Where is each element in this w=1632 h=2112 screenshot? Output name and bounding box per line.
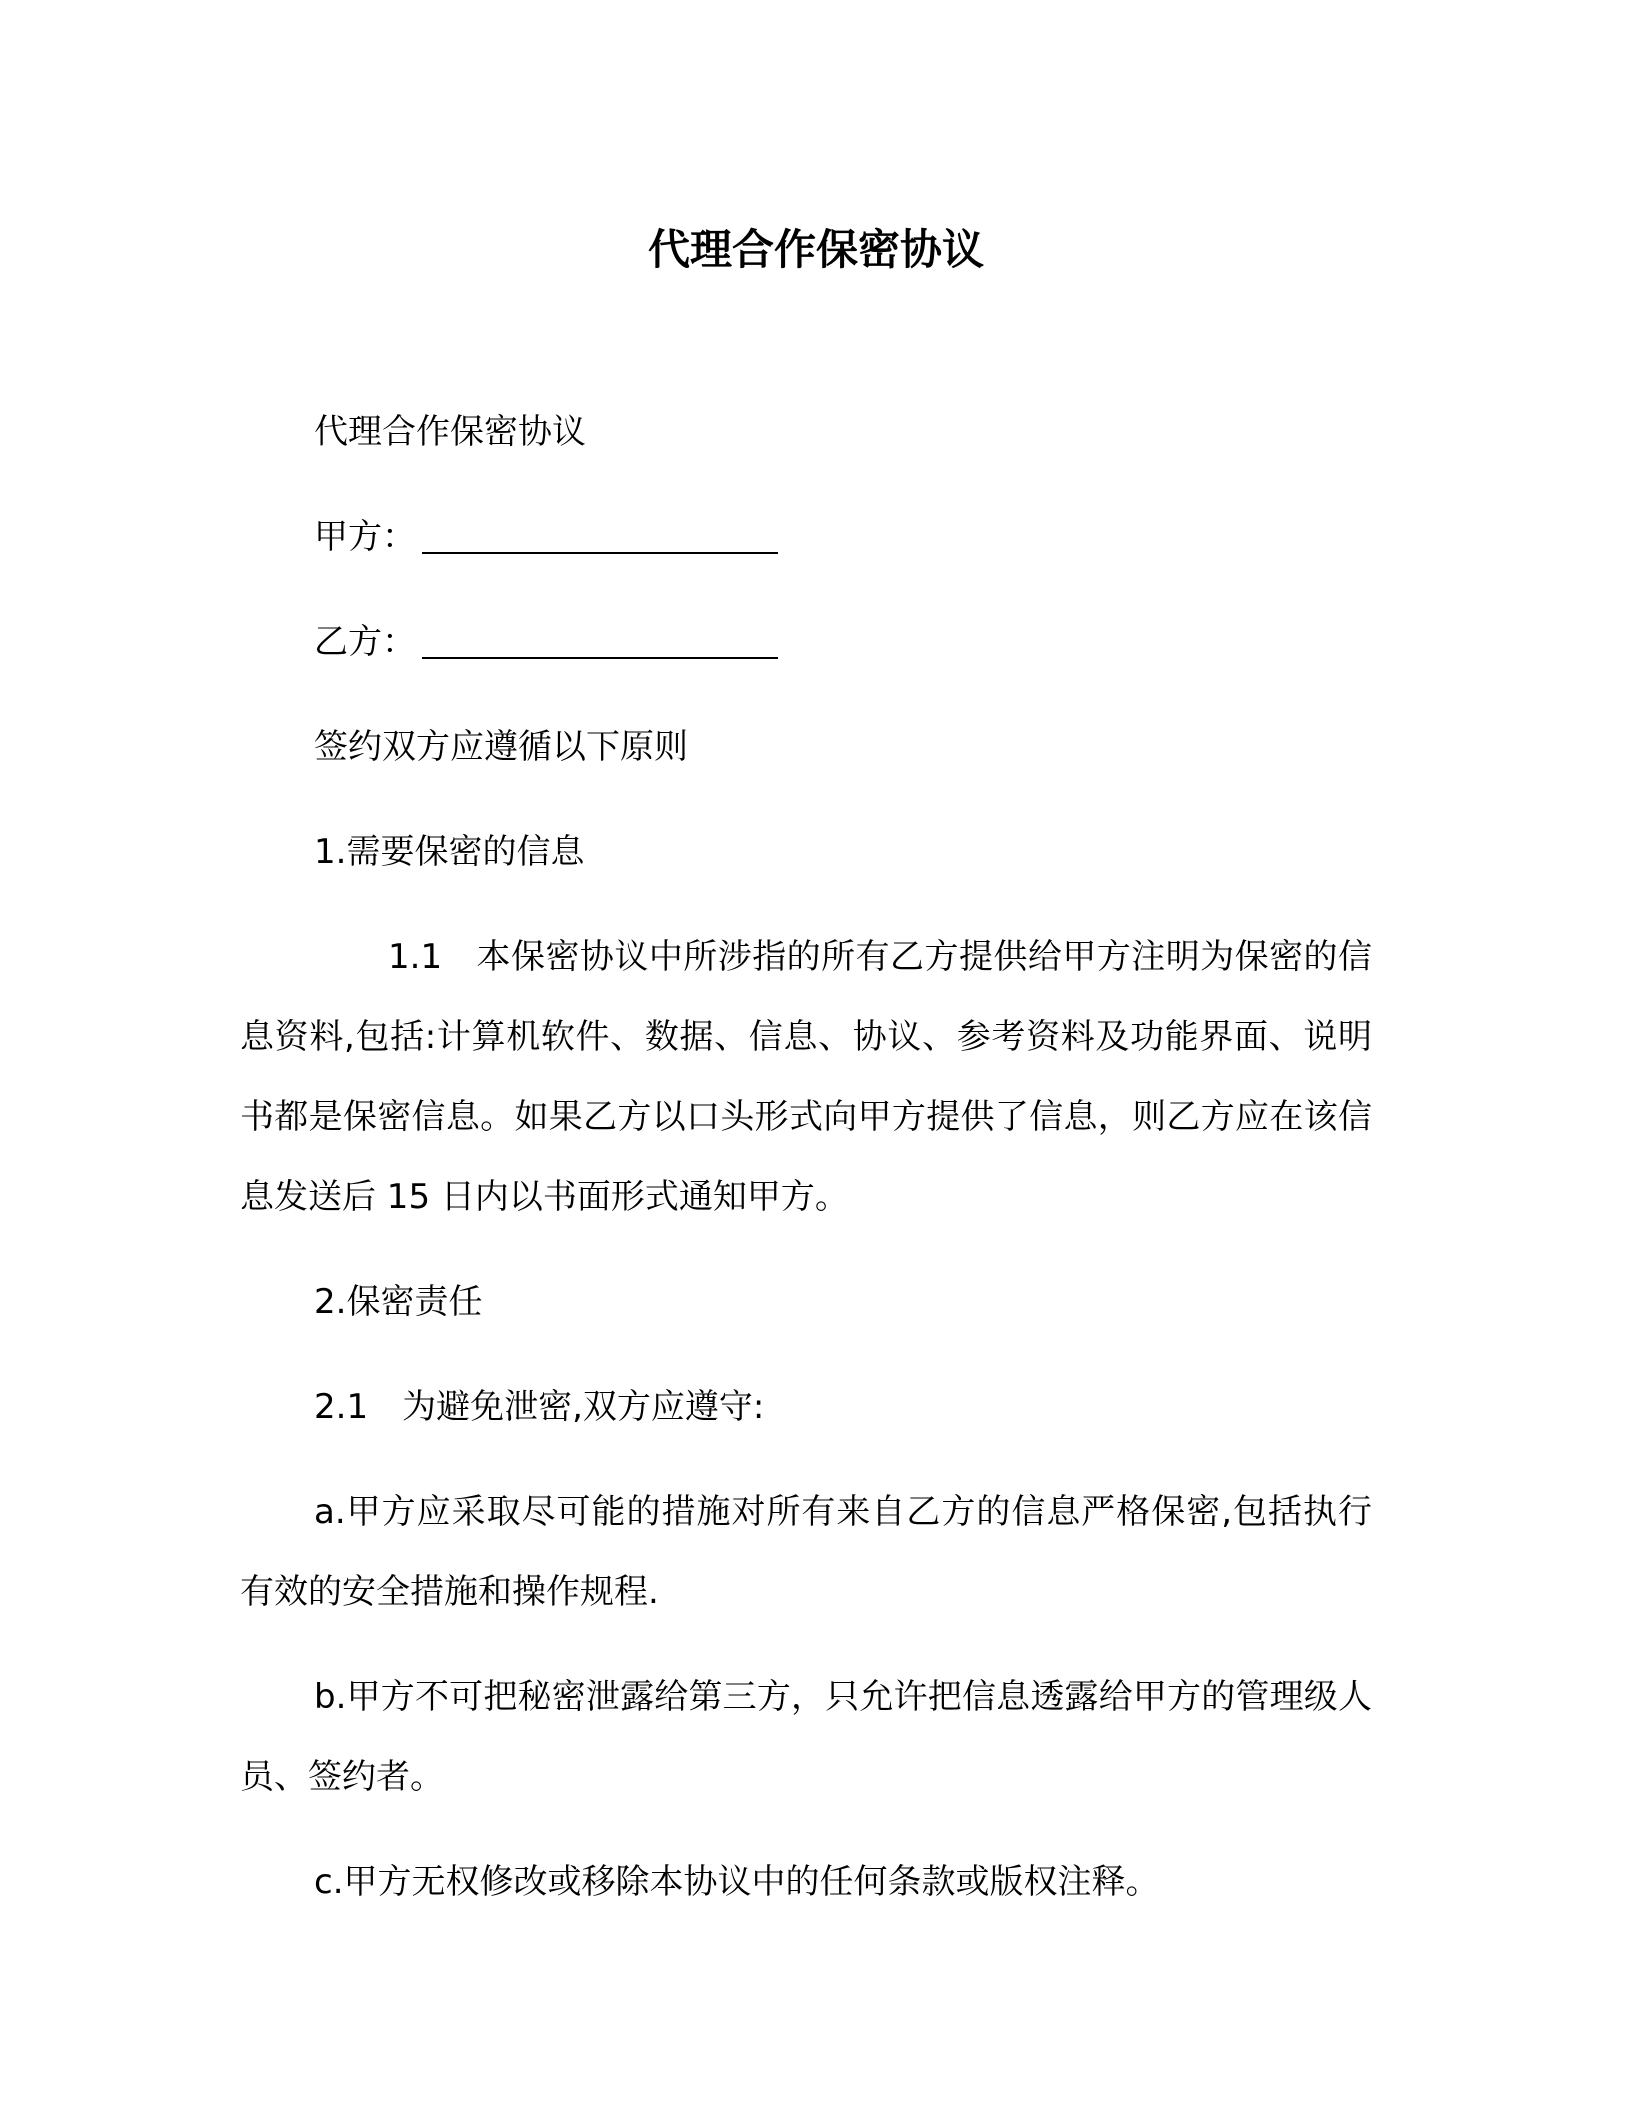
party-a-line	[314, 497, 1372, 577]
document-body	[240, 392, 1372, 1947]
document-title: 代理合作保密协议	[647, 225, 984, 274]
item-b: b.甲方不可把秘密泄露给第三方，只允许把信息透露给甲方的管理级人员、签约者。	[240, 1677, 1372, 1797]
item-a: a.甲方应采取尽可能的措施对所有来自乙方的信息严格保密,包括执行有效的安全措施和操作规程.	[240, 1492, 1372, 1612]
principles-intro: 签约双方应遵循以下原则	[314, 727, 688, 767]
party-a-blank	[422, 518, 778, 554]
clause-2-1-text: 为避免泄密,双方应遵守:	[402, 1387, 765, 1427]
clause-1-1-text: 本保密协议中所涉指的所有乙方提供给甲方注明为保密的信息资料,包括:计算机软件、数据、信息、协议、参考资料及功能界面、说明书都是保密信息。如果乙方以口头形式向甲方提供了信息，则乙方应在该信息发送后 15 日内以书面形式通知甲方。	[240, 937, 1372, 1217]
item-c: c.甲方无权修改或移除本协议中的任何条款或版权注释。	[314, 1862, 1160, 1902]
party-b-line	[314, 602, 1372, 682]
section-2-heading: 2.保密责任	[314, 1282, 483, 1322]
section-1-heading: 1.需要保密的信息	[314, 832, 585, 872]
party-a-label: 甲方：	[314, 517, 416, 557]
clause-1-1	[240, 917, 1372, 1237]
clause-2-1-number: 2.1	[314, 1387, 369, 1427]
party-b-label: 乙方：	[314, 622, 416, 662]
clause-2-1	[314, 1367, 1372, 1447]
subtitle: 代理合作保密协议	[314, 412, 586, 452]
clause-1-1-number: 1.1	[388, 937, 443, 977]
party-b-blank	[422, 623, 778, 659]
